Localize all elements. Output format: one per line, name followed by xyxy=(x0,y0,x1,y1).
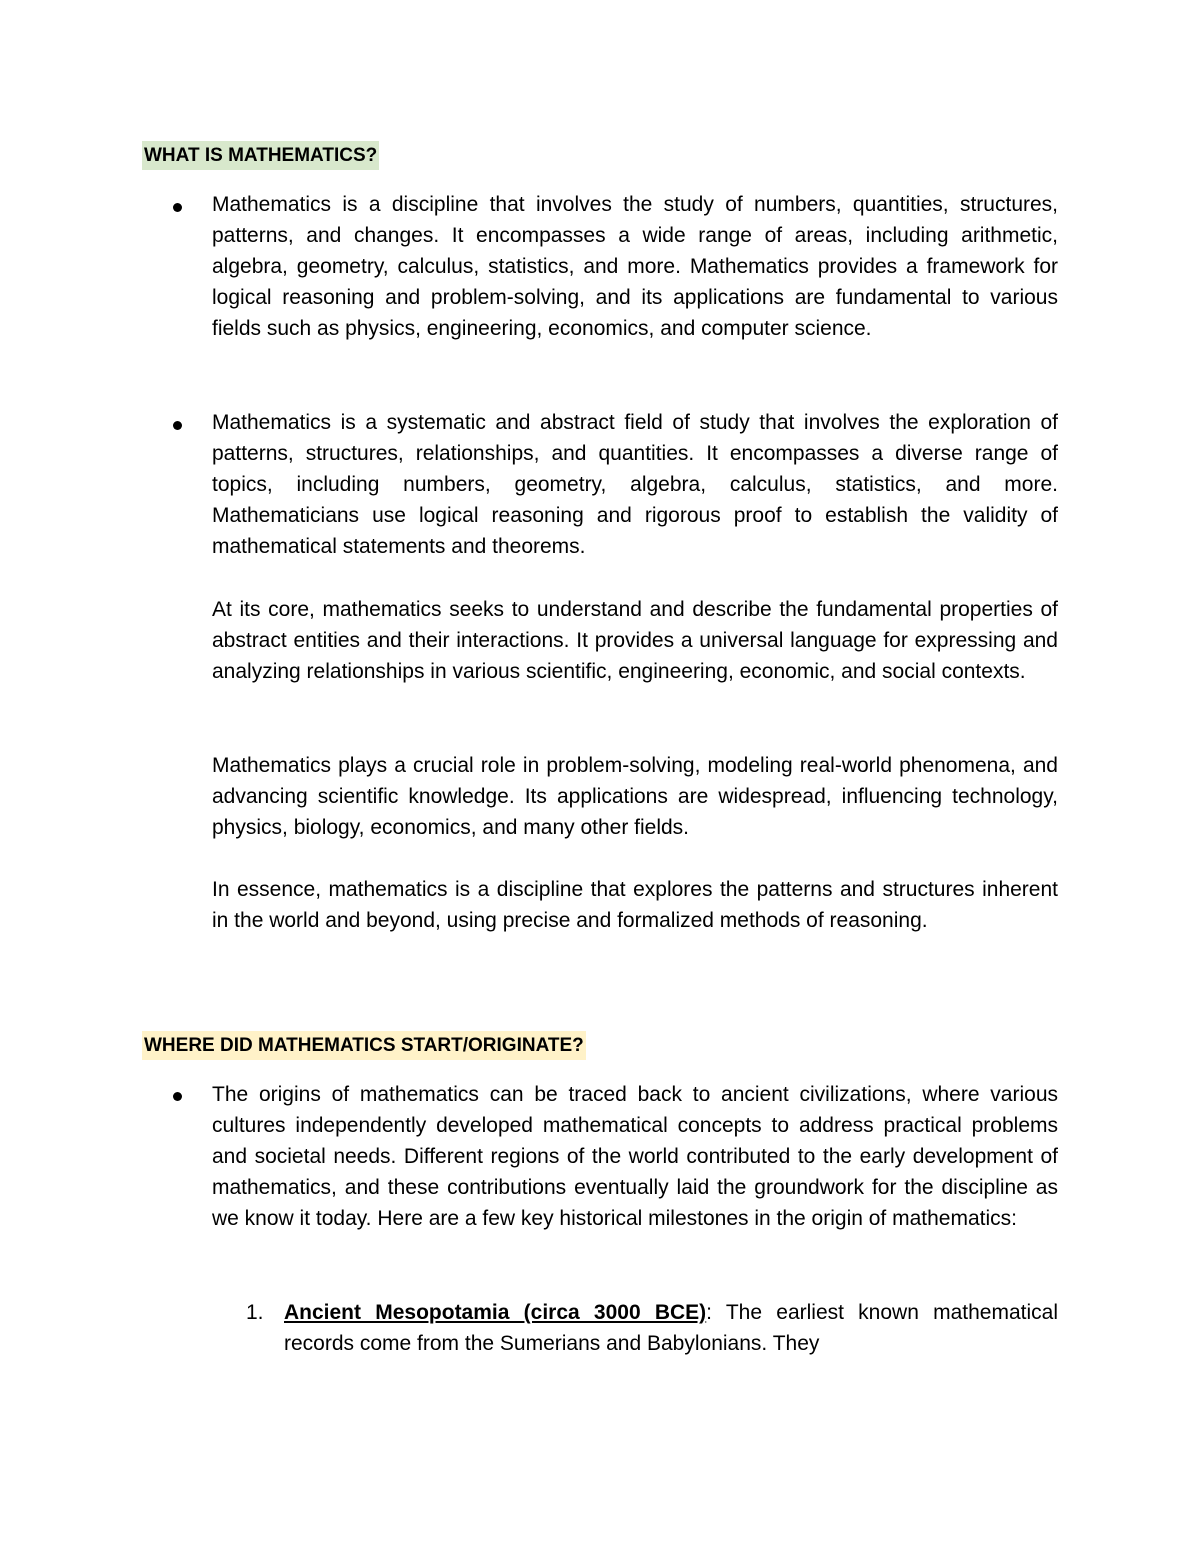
list-item-colon: : xyxy=(706,1301,713,1324)
numbered-list-item xyxy=(284,1297,1058,1359)
list-item-text: The earliest known mathematical records come from the Sumerians and Babylonians. They xyxy=(284,1301,1058,1355)
body-paragraph xyxy=(212,594,1058,687)
bullet-paragraph xyxy=(212,407,1058,562)
body-paragraph xyxy=(212,874,1058,936)
paragraph-text: Mathematics plays a crucial role in problem-solving, modeling real-world phenomena, and advancing scientific knowledge. Its applications are widespread, influencing technology, physics, biology, economics, and many other fields. xyxy=(212,754,1058,839)
paragraph-text: In essence, mathematics is a discipline that explores the patterns and structures inherent in the world and beyond, using precise and formalized methods of reasoning. xyxy=(212,878,1058,932)
paragraph-text: At its core, mathematics seeks to understand and describe the fundamental properties of abstract entities and their interactions. It provides a universal language for expressing and analyzing relationships in various scientific, engineering, economic, and social contexts. xyxy=(212,598,1058,683)
list-item-term: Ancient Mesopotamia (circa 3000 BCE) xyxy=(284,1301,707,1324)
bullet-icon xyxy=(173,421,182,430)
bullet-paragraph xyxy=(212,189,1058,344)
body-paragraph xyxy=(212,750,1058,843)
bullet-icon xyxy=(173,1092,182,1101)
paragraph-text: Mathematics is a systematic and abstract field of study that involves the exploration of patterns, structures, relationships, and quantities. It encompasses a diverse range of topics, including numbers, geometry, algebra, calculus, statistics, and more. Mathematicians use logical reasoning and rigorous proof to establish the validity of mathematical statements and theorems. xyxy=(212,411,1058,558)
bullet-icon xyxy=(173,203,182,212)
paragraph-text: The origins of mathematics can be traced back to ancient civilizations, where various cultures independently developed mathematical concepts to address practical problems and societal needs. Different regions of the world contributed to the early development of mathematics, and these contributions eventually laid the groundwork for the discipline as we know it today. Here are a few key historical milestones in the origin of mathematics: xyxy=(212,1083,1058,1230)
section-heading-what-is-mathematics: WHAT IS MATHEMATICS? xyxy=(142,141,379,170)
bullet-paragraph xyxy=(212,1079,1058,1234)
list-number: 1. xyxy=(246,1301,264,1324)
section-heading-origin: WHERE DID MATHEMATICS START/ORIGINATE? xyxy=(142,1031,586,1060)
paragraph-text: Mathematics is a discipline that involves the study of numbers, quantities, structures, patterns, and changes. It encompasses a wide range of areas, including arithmetic, algebra, geometry, calculus, statistics, and more. Mathematics provides a framework for logical reasoning and problem-solving, and its applications are fundamental to various fields such as physics, engineering, economics, and computer science. xyxy=(212,193,1058,340)
